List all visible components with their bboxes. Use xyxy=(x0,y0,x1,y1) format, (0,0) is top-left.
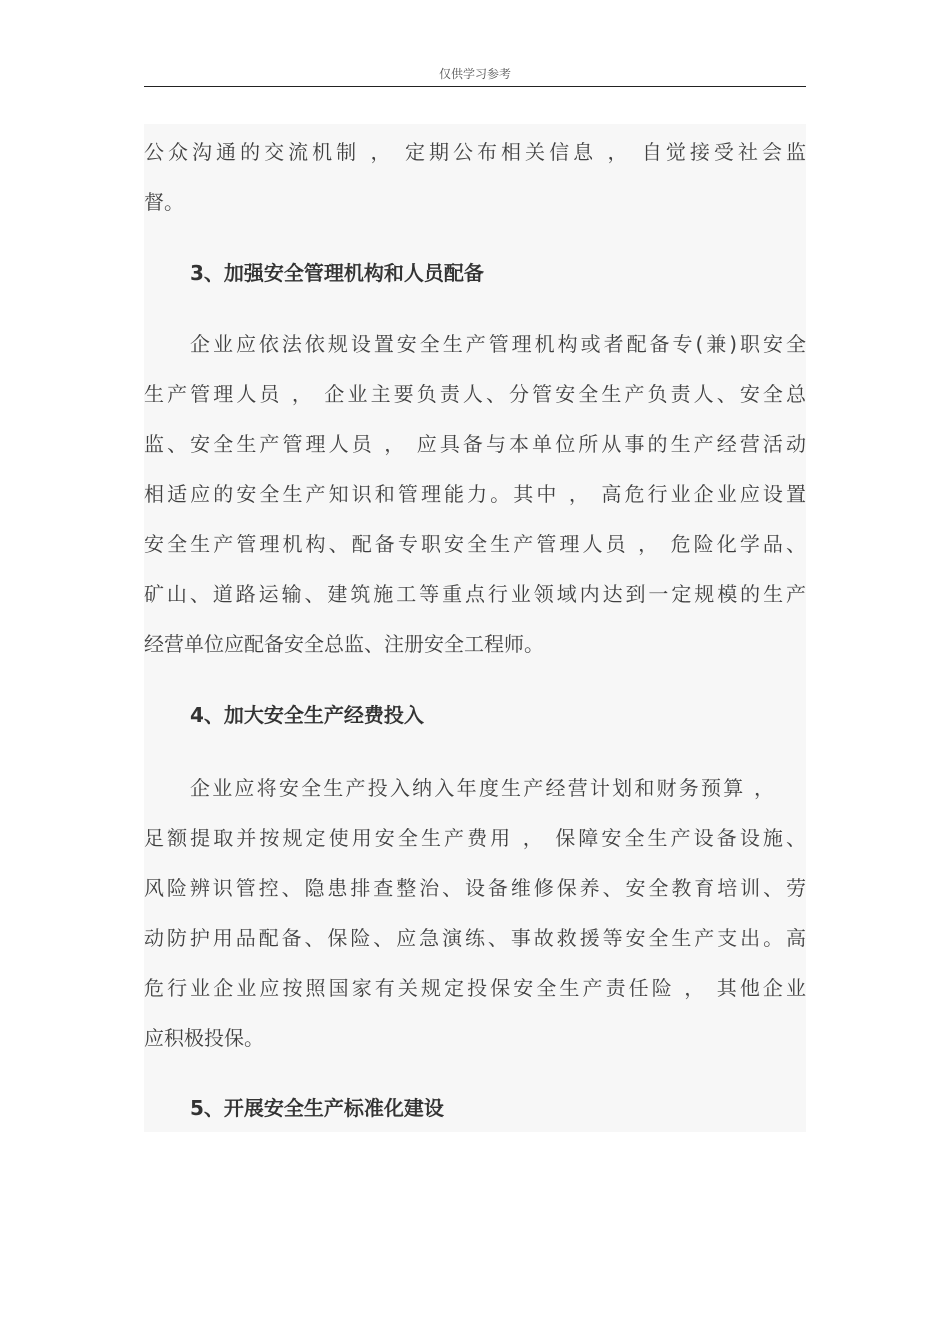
header-text: 仅供学习参考 xyxy=(438,67,511,81)
document-body xyxy=(144,124,806,1132)
body-line: 督。 xyxy=(144,190,184,214)
body-line: 公众沟通的交流机制 ， 定期公布相关信息 ， 自觉接受社会监 xyxy=(144,140,806,164)
body-line: 动防护用品配备、保险、应急演练、事故救援等安全生产支出。高 xyxy=(144,926,806,950)
body-line: 矿山、道路运输、建筑施工等重点行业领域内达到一定规模的生产 xyxy=(144,582,806,606)
body-line: 应积极投保。 xyxy=(144,1026,264,1050)
body-line: 企业应将安全生产投入纳入年度生产经营计划和财务预算 ， xyxy=(190,776,774,800)
section-heading-3: 3、加强安全管理机构和人员配备 xyxy=(190,261,484,285)
body-line: 风险辨识管控、隐患排查整治、设备维修保养、安全教育培训、劳 xyxy=(144,876,806,900)
page-header xyxy=(144,66,806,87)
section-heading-4: 4、加大安全生产经费投入 xyxy=(190,703,424,727)
body-line: 经营单位应配备安全总监、注册安全工程师。 xyxy=(144,632,544,656)
body-line: 监、安全生产管理人员 ， 应具备与本单位所从事的生产经营活动 xyxy=(144,432,806,456)
body-line: 危行业企业应按照国家有关规定投保安全生产责任险 ， 其他企业 xyxy=(144,976,806,1000)
body-line: 足额提取并按规定使用安全生产费用 ， 保障安全生产设备设施、 xyxy=(144,826,806,850)
body-line: 企业应依法依规设置安全生产管理机构或者配备专(兼)职安全 xyxy=(190,332,806,356)
body-line: 安全生产管理机构、配备专职安全生产管理人员 ， 危险化学品、 xyxy=(144,532,806,556)
section-heading-5: 5、开展安全生产标准化建设 xyxy=(190,1096,444,1120)
body-line: 相适应的安全生产知识和管理能力。其中 ， 高危行业企业应设置 xyxy=(144,482,806,506)
body-line: 生产管理人员 ， 企业主要负责人、分管安全生产负责人、安全总 xyxy=(144,382,806,406)
